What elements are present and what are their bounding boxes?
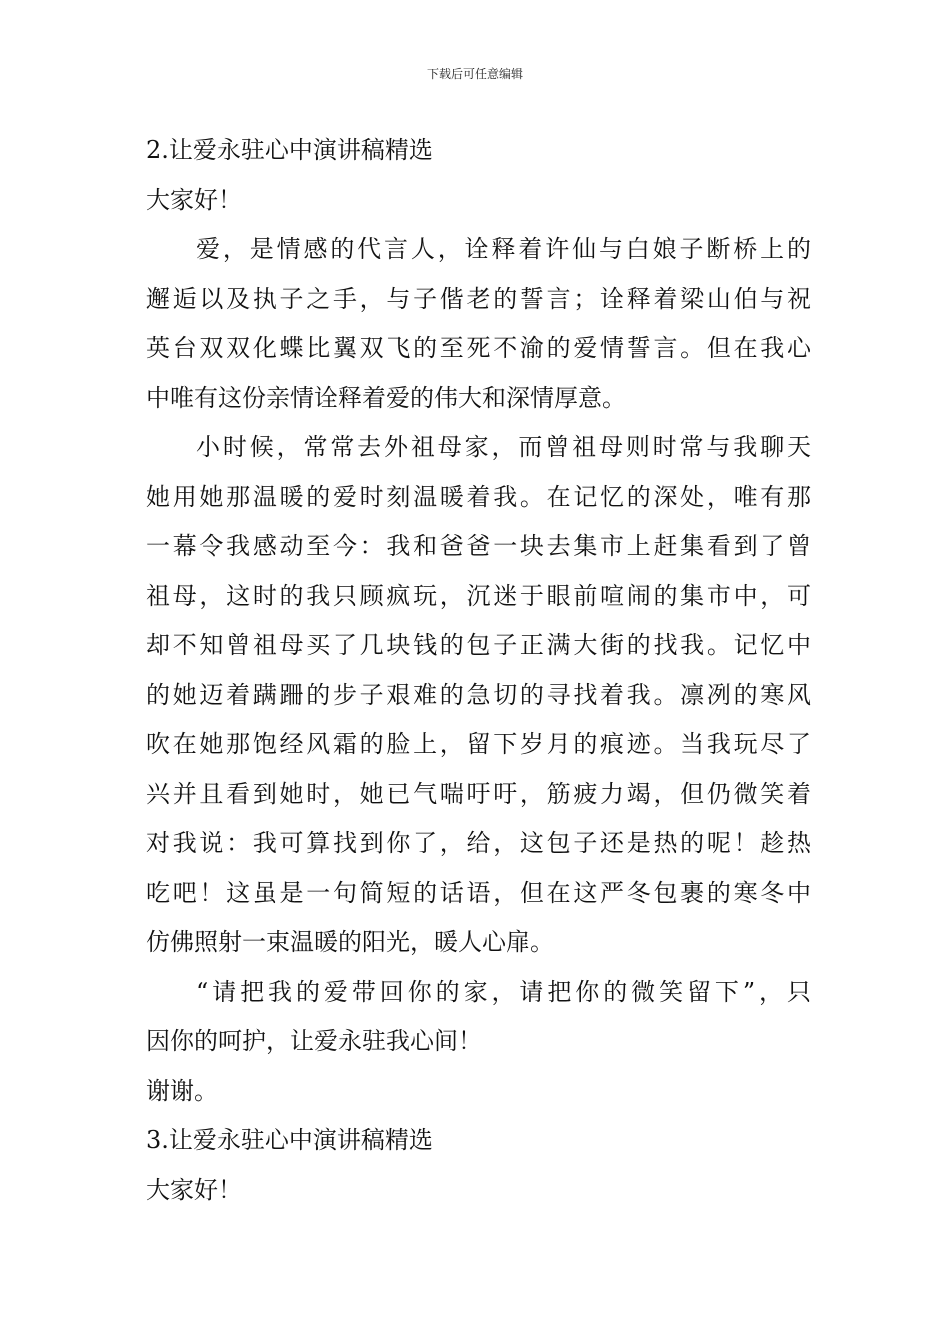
section-2-paragraph-1 (146, 225, 811, 423)
paragraph-line: “请把我的爱带回你的家，请把你的微笑留下”，只 (196, 977, 811, 1006)
paragraph-line: 小时候，常常去外祖母家，而曾祖母则时常与我聊天 (196, 433, 811, 461)
section-2-closing (146, 1067, 811, 1117)
paragraph-line: 吃吧！这虽是一句简短的话语，但在这严冬包裹的寒冬中 (146, 878, 811, 907)
paragraph-line: 兴并且看到她时，她已气喘吁吁，筋疲力竭，但仍微笑着 (146, 779, 811, 808)
section-2-paragraph-3 (146, 968, 811, 1067)
paragraph-line: 祖母，这时的我只顾疯玩，沉迷于眼前喧闹的集市中，可 (146, 581, 811, 610)
page-header-note: 下载后可任意编辑 (426, 67, 523, 81)
section-3-heading (146, 1116, 811, 1166)
paragraph-line: 因你的呵护，让爱永驻我心间！ (146, 1027, 482, 1055)
paragraph-line: 的她迈着蹒跚的步子艰难的急切的寻找着我。凛冽的寒风 (146, 680, 811, 709)
paragraph-line: 英台双双化蝶比翼双飞的至死不渝的爱情誓言。但在我心 (146, 334, 811, 362)
heading-text: 2.让爱永驻心中演讲稿精选 (146, 136, 433, 164)
paragraph-line: 对我说：我可算找到你了，给，这包子还是热的呢！趁热 (146, 829, 811, 857)
greeting-text: 大家好！ (146, 1175, 242, 1204)
paragraph-line: 仿佛照射一束温暖的阳光，暖人心扉。 (146, 928, 554, 956)
paragraph-line: 一幕令我感动至今：我和爸爸一块去集市上赶集看到了曾 (146, 532, 811, 560)
paragraph-line: 却不知曾祖母买了几块钱的包子正满大街的找我。记忆中 (146, 631, 811, 659)
closing-text: 谢谢。 (146, 1076, 218, 1105)
paragraph-line: 邂逅以及执子之手，与子偕老的誓言；诠释着梁山伯与祝 (146, 284, 811, 313)
paragraph-line: 爱，是情感的代言人，诠释着许仙与白娘子断桥上的 (196, 235, 811, 263)
paragraph-line: 中唯有这份亲情诠释着爱的伟大和深情厚意。 (146, 383, 626, 412)
paragraph-line: 她用她那温暖的爱时刻温暖着我。在记忆的深处，唯有那 (146, 482, 811, 511)
heading-text: 3.让爱永驻心中演讲稿精选 (146, 1126, 433, 1154)
section-2-paragraph-2 (146, 423, 811, 968)
section-3-greeting (146, 1166, 811, 1216)
section-2-heading (146, 126, 811, 176)
section-2-greeting (146, 176, 811, 226)
paragraph-line: 吹在她那饱经风霜的脸上，留下岁月的痕迹。当我玩尽了 (146, 730, 811, 758)
greeting-text: 大家好！ (146, 185, 242, 214)
document-body (146, 126, 811, 1215)
